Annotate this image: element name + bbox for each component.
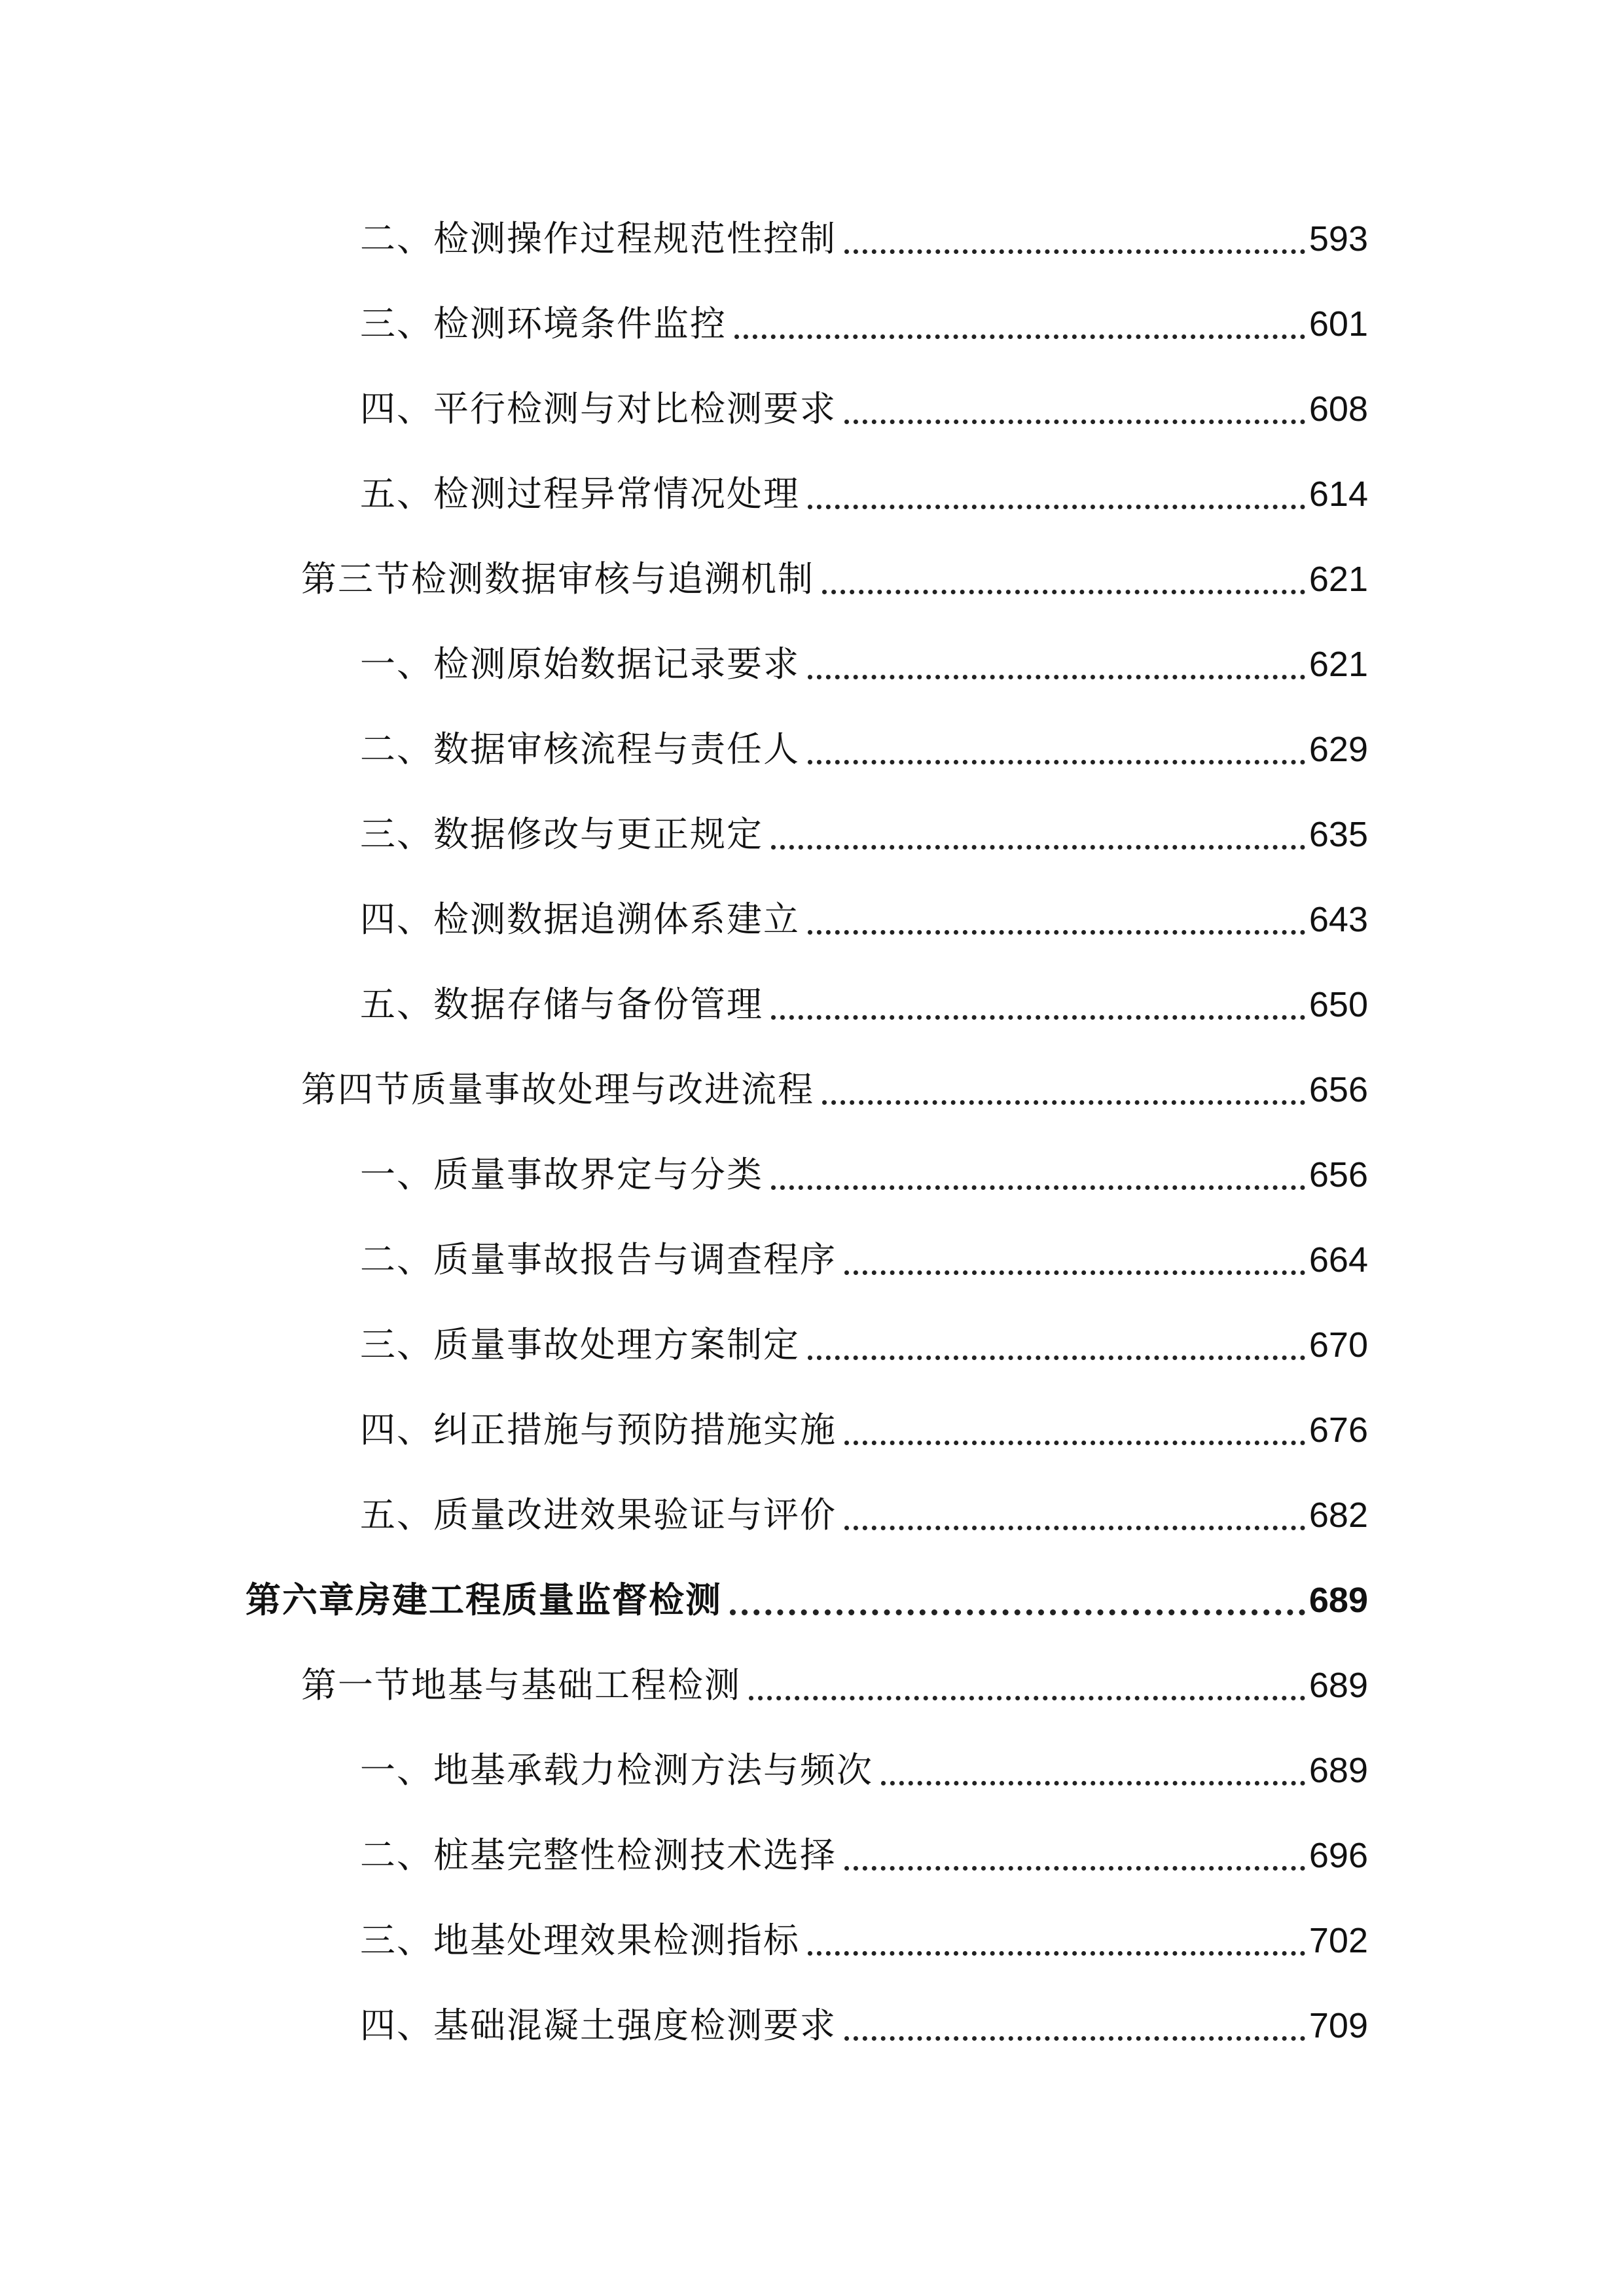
toc-entry[interactable] xyxy=(360,805,1368,864)
toc-entry[interactable] xyxy=(360,380,1368,439)
toc-entry-page: 656 xyxy=(1308,1155,1368,1194)
dot-leader xyxy=(808,760,1305,764)
toc-entry-page: 593 xyxy=(1308,219,1368,259)
toc-entry-page: 650 xyxy=(1308,985,1368,1024)
dot-leader xyxy=(730,1609,1305,1615)
dot-leader xyxy=(844,2036,1305,2041)
toc-entry-title: 一、地基承载力检测方法与频次 xyxy=(360,1749,873,1791)
toc-entry-page: 656 xyxy=(1308,1070,1368,1109)
toc-entry-title: 一、质量事故界定与分类 xyxy=(360,1154,763,1195)
toc-entry-title: 三、地基处理效果检测指标 xyxy=(360,1920,800,1961)
dot-leader xyxy=(749,1696,1305,1700)
toc-entry[interactable] xyxy=(360,1401,1368,1460)
dot-leader xyxy=(808,1355,1305,1360)
toc-entry-page: 601 xyxy=(1308,304,1368,344)
toc-entry[interactable] xyxy=(360,975,1368,1034)
toc-entry[interactable] xyxy=(360,465,1368,524)
toc-entry-title: 二、检测操作过程规范性控制 xyxy=(360,218,837,259)
toc-entry-page: 664 xyxy=(1308,1240,1368,1280)
toc-section-entry[interactable] xyxy=(301,1060,1368,1119)
toc-entry[interactable] xyxy=(360,1911,1368,1970)
toc-entry-title: 三、数据修改与更正规定 xyxy=(360,814,763,855)
toc-entry-page: 643 xyxy=(1308,900,1368,939)
toc-entry[interactable] xyxy=(360,209,1368,268)
toc-entry-title: 三、质量事故处理方案制定 xyxy=(360,1324,800,1365)
dot-leader xyxy=(844,420,1305,424)
toc-entry-page: 689 xyxy=(1308,1581,1368,1620)
dot-leader xyxy=(844,1441,1305,1445)
toc-entry-page: 608 xyxy=(1308,389,1368,429)
toc-entry-title: 四、平行检测与对比检测要求 xyxy=(360,388,837,429)
dot-leader xyxy=(771,1185,1305,1190)
toc-entry[interactable] xyxy=(360,1826,1368,1885)
dot-leader xyxy=(771,1015,1305,1020)
toc-entry-title: 二、质量事故报告与调查程序 xyxy=(360,1239,837,1280)
dot-leader xyxy=(808,1951,1305,1956)
toc-section-entry[interactable] xyxy=(301,1656,1368,1715)
dot-leader xyxy=(822,1100,1305,1105)
dot-leader xyxy=(808,930,1305,935)
toc-entry-title: 第四节质量事故处理与改进流程 xyxy=(301,1069,814,1110)
toc-entry-page: 682 xyxy=(1308,1496,1368,1535)
toc-entry-title: 二、数据审核流程与责任人 xyxy=(360,728,800,770)
dot-leader xyxy=(844,1270,1305,1275)
toc-entry-page: 689 xyxy=(1308,1751,1368,1790)
toc-entry[interactable] xyxy=(360,1316,1368,1374)
toc-entry[interactable] xyxy=(360,1486,1368,1545)
toc-entry-title: 二、桩基完整性检测技术选择 xyxy=(360,1835,837,1876)
toc-entry-page: 709 xyxy=(1308,2006,1368,2045)
dot-leader xyxy=(844,1526,1305,1530)
toc-entry-title: 五、质量改进效果验证与评价 xyxy=(360,1494,837,1535)
dot-leader xyxy=(822,590,1305,594)
toc-entry-page: 614 xyxy=(1308,475,1368,514)
toc-section-entry[interactable] xyxy=(301,550,1368,609)
toc-entry-title: 五、检测过程异常情况处理 xyxy=(360,473,800,514)
toc-entry-page: 670 xyxy=(1308,1325,1368,1365)
toc-entry[interactable] xyxy=(360,1741,1368,1800)
dot-leader xyxy=(808,505,1305,509)
toc-entry[interactable] xyxy=(360,1145,1368,1204)
dot-leader xyxy=(881,1781,1305,1785)
toc-entry[interactable] xyxy=(360,1230,1368,1289)
toc-entry[interactable] xyxy=(360,890,1368,949)
toc-entry[interactable] xyxy=(360,1996,1368,2055)
toc-entry-page: 676 xyxy=(1308,1410,1368,1450)
toc-chapter-entry[interactable] xyxy=(245,1571,1368,1630)
dot-leader xyxy=(844,249,1305,254)
dot-leader xyxy=(844,1866,1305,1871)
toc-entry[interactable] xyxy=(360,295,1368,353)
toc-entry-page: 702 xyxy=(1308,1921,1368,1960)
toc-entry-page: 621 xyxy=(1308,645,1368,684)
toc-entry-page: 689 xyxy=(1308,1666,1368,1705)
toc-entry-page: 629 xyxy=(1308,730,1368,769)
toc-entry-title: 四、基础混凝土强度检测要求 xyxy=(360,2005,837,2046)
dot-leader xyxy=(808,675,1305,679)
toc-entry-page: 696 xyxy=(1308,1836,1368,1875)
toc-entry-title: 一、检测原始数据记录要求 xyxy=(360,643,800,685)
toc-entry-title: 五、数据存储与备份管理 xyxy=(360,984,763,1025)
dot-leader xyxy=(771,845,1305,850)
toc-entry-title: 四、检测数据追溯体系建立 xyxy=(360,899,800,940)
dot-leader xyxy=(734,334,1305,339)
toc-entry-title: 第一节地基与基础工程检测 xyxy=(301,1664,741,1706)
toc-entry-title: 四、纠正措施与预防措施实施 xyxy=(360,1409,837,1450)
toc-entry[interactable] xyxy=(360,720,1368,779)
toc-entry-page: 621 xyxy=(1308,560,1368,599)
toc-entry-title: 三、检测环境条件监控 xyxy=(360,303,727,344)
toc-entry[interactable] xyxy=(360,635,1368,694)
toc-entry-title: 第三节检测数据审核与追溯机制 xyxy=(301,558,814,600)
toc-entry-page: 635 xyxy=(1308,815,1368,854)
toc-entry-title: 第六章房建工程质量监督检测 xyxy=(245,1579,722,1621)
